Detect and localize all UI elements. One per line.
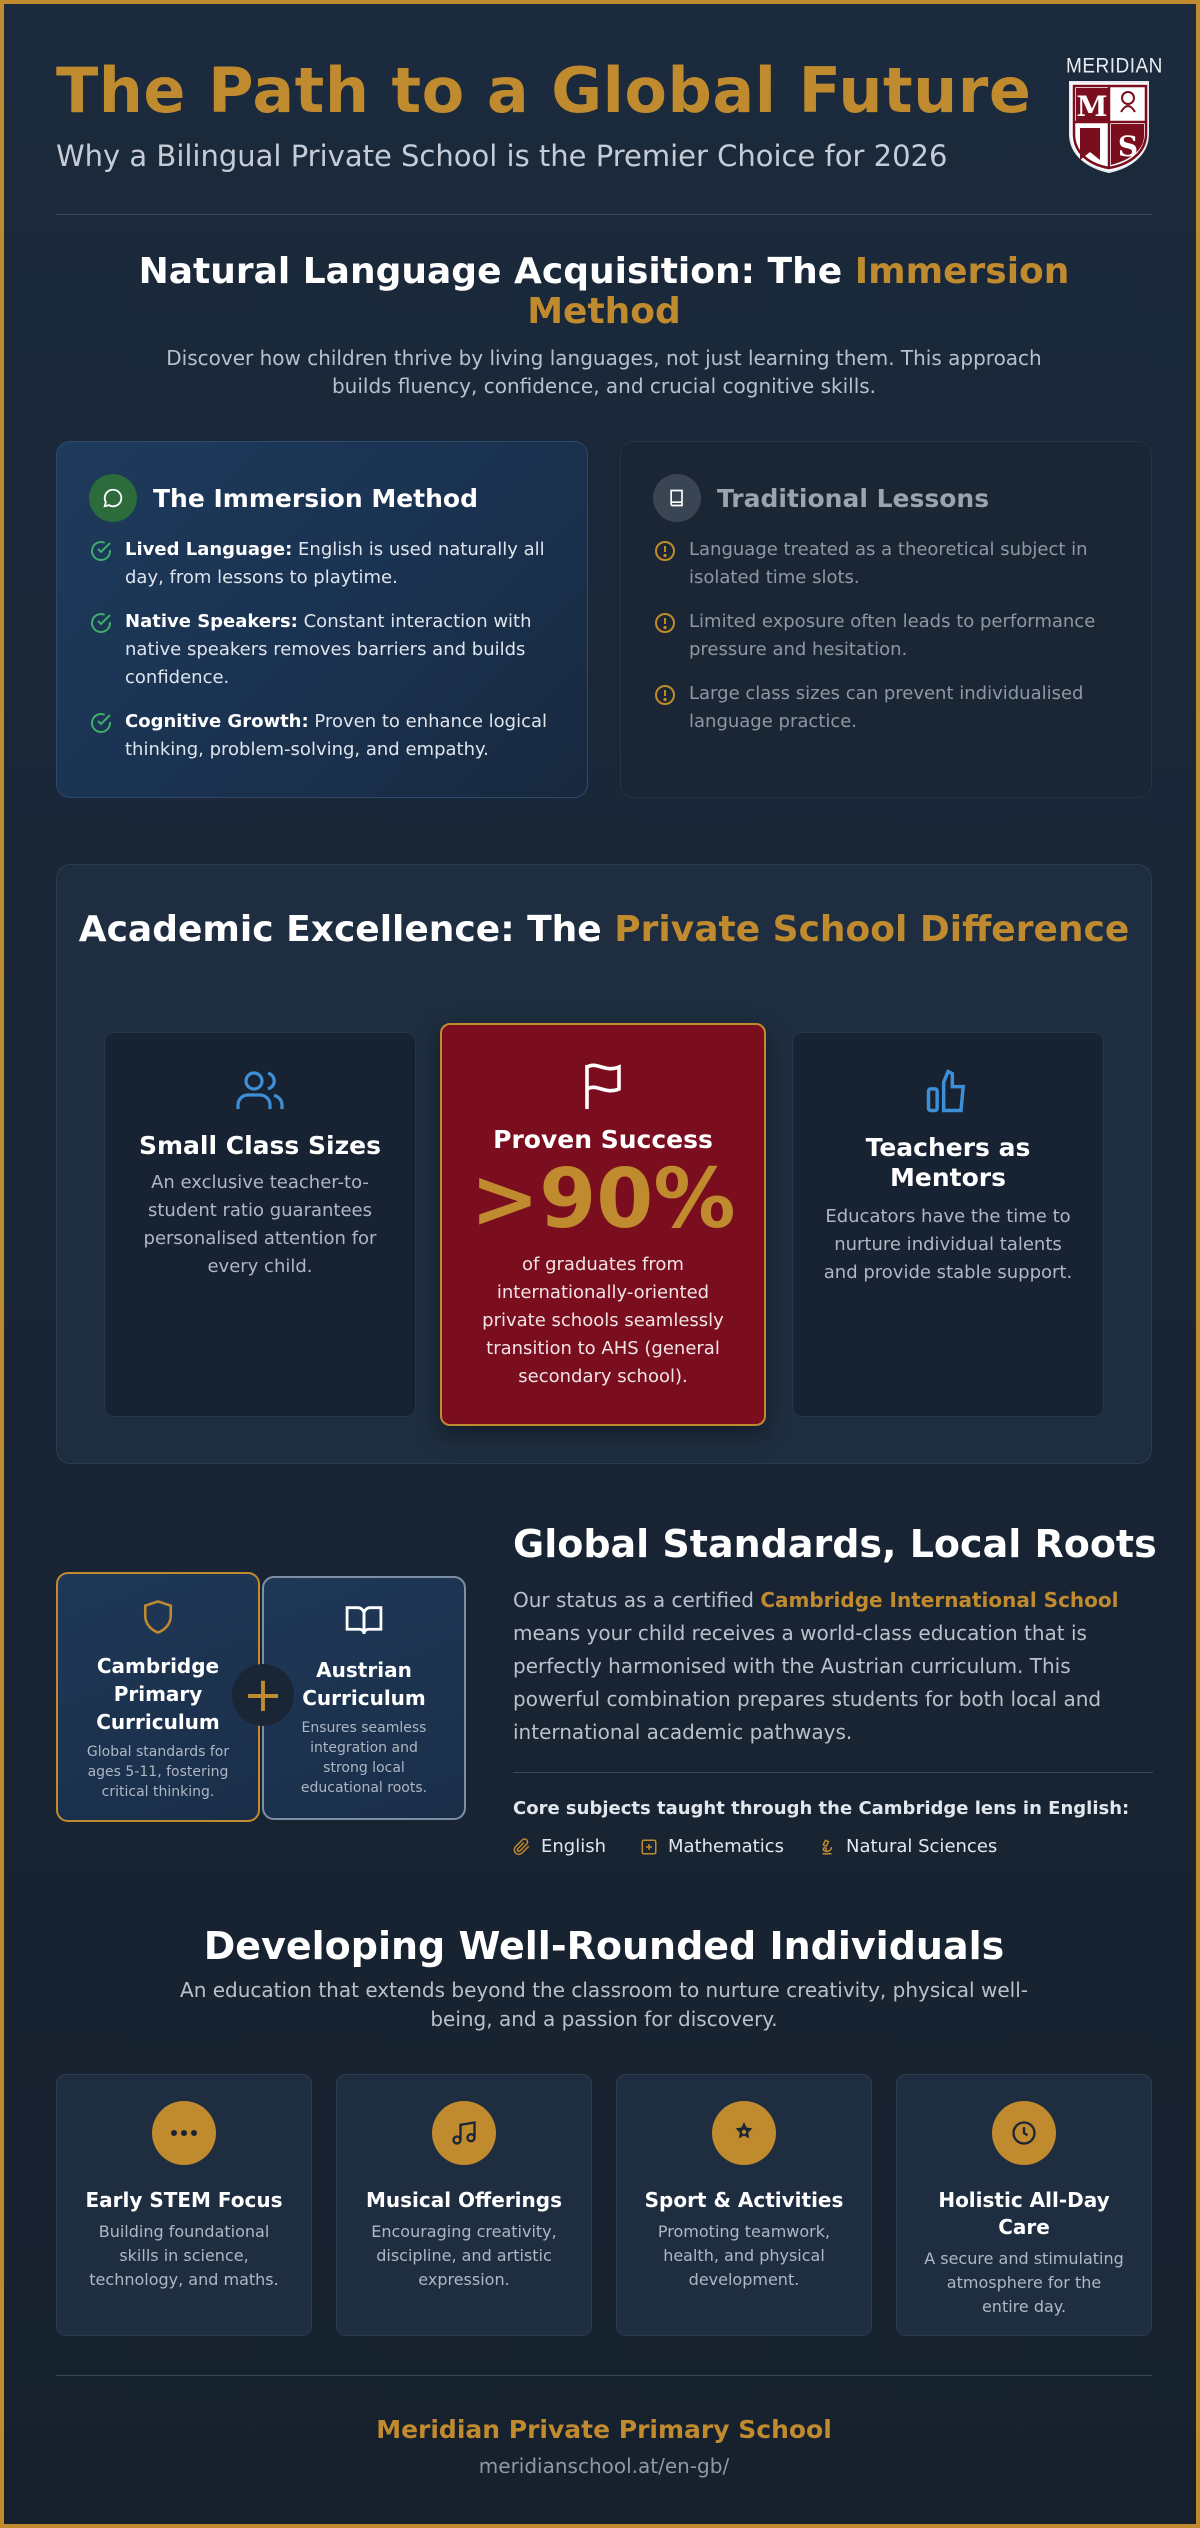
subject-label: English <box>541 1836 606 1857</box>
sport-icon <box>712 2101 776 2165</box>
gs-text-highlight: Cambridge International School <box>760 1588 1119 1612</box>
global-standards-divider <box>513 1772 1153 1773</box>
immersion-item-bold: Native Speakers: <box>125 611 298 632</box>
small-class-desc: An exclusive teacher-to-student ratio guarantees personalised attention for every child. <box>143 1172 377 1277</box>
footer-url[interactable]: meridianschool.at/en-gb/ <box>478 2454 730 2478</box>
proven-success-card <box>440 1023 766 1426</box>
school-logo <box>1066 54 1163 176</box>
dots-icon <box>152 2101 216 2165</box>
open-book-icon <box>344 1602 384 1638</box>
gs-text-after: means your child receives a world-class education that is perfectly harmonised with the Austrian curriculum. This powerful combination prepares students for both local and international academic pathways. <box>513 1621 1102 1744</box>
immersion-list-item <box>89 536 559 592</box>
alert-circle-icon <box>653 683 677 707</box>
plus-connector: + <box>232 1664 294 1726</box>
teachers-card <box>792 1032 1104 1417</box>
immersion-item-text: English is used naturally all day, from lessons to playtime. <box>125 539 545 588</box>
subject-label: Mathematics <box>668 1836 784 1857</box>
book-icon <box>653 474 701 522</box>
music-desc: Encouraging creativity, discipline, and artistic expression. <box>371 2222 557 2289</box>
cambridge-title: Cambridge Primary Curriculum <box>96 1654 220 1734</box>
page-title: The Path to a Global Future <box>56 54 1032 127</box>
traditional-card-title: Traditional Lessons <box>717 483 990 513</box>
traditional-card-header <box>653 474 989 522</box>
proven-success-desc: of graduates from internationally-oriented private schools seamlessly transition to AHS (general secondary school). <box>482 1254 724 1387</box>
care-title: Holistic All-Day Care <box>938 2188 1110 2239</box>
sport-desc: Promoting teamwork, health, and physical development. <box>657 2222 831 2289</box>
cambridge-curriculum-card <box>56 1572 260 1822</box>
traditional-item-text: Large class sizes can prevent individualised language practice. <box>689 683 1084 732</box>
small-class-card <box>104 1032 416 1417</box>
core-subjects-label: Core subjects taught through the Cambridge lens in English: <box>513 1798 1130 1819</box>
check-circle-icon <box>89 711 113 735</box>
immersion-list <box>89 536 559 780</box>
shield-crest-icon <box>1066 78 1152 174</box>
traditional-list-item <box>653 536 1123 592</box>
immersion-card-title: The Immersion Method <box>153 483 478 513</box>
microscope-icon <box>818 1838 836 1856</box>
check-circle-icon <box>89 539 113 563</box>
austrian-title: Austrian Curriculum <box>302 1658 426 1710</box>
immersion-list-item <box>89 708 559 764</box>
traditional-list-item <box>653 680 1123 736</box>
subject-english <box>513 1836 606 1857</box>
traditional-list-item <box>653 608 1123 664</box>
traditional-list <box>653 536 1123 752</box>
care-card <box>896 2074 1152 2336</box>
immersion-section-description: Discover how children thrive by living languages, not just learning them. This approach builds fluency, confidence, and crucial cognitive skills. <box>166 346 1042 398</box>
immersion-item-text: Proven to enhance logical thinking, problem-solving, and empathy. <box>125 711 548 760</box>
immersion-title-prefix: Natural Language Acquisition: The <box>138 251 855 292</box>
stem-desc: Building foundational skills in science, technology, and maths. <box>89 2222 279 2289</box>
immersion-item-text: Constant interaction with native speakers removes barriers and builds confidence. <box>125 611 532 688</box>
page-subtitle: Why a Bilingual Private School is the Premier Choice for 2026 <box>56 139 948 173</box>
plus-square-icon <box>640 1838 658 1856</box>
music-card <box>336 2074 592 2336</box>
alert-circle-icon <box>653 539 677 563</box>
clock-icon <box>992 2101 1056 2165</box>
footer-divider <box>56 2375 1152 2376</box>
immersion-item-bold: Lived Language: <box>125 539 293 560</box>
stem-title: Early STEM Focus <box>85 2188 283 2212</box>
immersion-list-item <box>89 608 559 692</box>
users-icon <box>234 1067 286 1115</box>
wellrounded-title: Developing Well-Rounded Individuals <box>203 1924 1005 1968</box>
teachers-desc: Educators have the time to nurture individual talents and provide stable support. <box>823 1206 1073 1283</box>
gs-text-before: Our status as a certified <box>513 1588 761 1612</box>
alert-circle-icon <box>653 611 677 635</box>
academic-title-highlight: Private School Difference <box>614 909 1130 950</box>
paperclip-icon <box>513 1838 531 1856</box>
care-desc: A secure and stimulating atmosphere for the entire day. <box>924 2249 1124 2316</box>
immersion-section-title <box>56 252 1152 332</box>
music-title: Musical Offerings <box>365 2188 562 2212</box>
teachers-title: Teachers as Mentors <box>865 1133 1031 1192</box>
global-standards-title: Global Standards, Local Roots <box>513 1522 1157 1566</box>
wellrounded-description: An education that extends beyond the classroom to nurture creativity, physical well-being, and a passion for discovery. <box>180 1978 1028 2031</box>
header-divider <box>56 214 1152 215</box>
core-subjects-list <box>513 1836 1031 1857</box>
subject-natural-sciences <box>818 1836 997 1857</box>
header <box>56 54 1163 173</box>
traditional-card <box>620 441 1152 798</box>
global-standards-text <box>513 1584 1153 1749</box>
immersion-card-header <box>89 474 478 522</box>
svg-text:M: M <box>1076 90 1108 123</box>
small-class-title: Small Class Sizes <box>139 1131 381 1160</box>
traditional-item-text: Limited exposure often leads to performance pressure and hesitation. <box>689 611 1096 660</box>
stem-card <box>56 2074 312 2336</box>
subject-mathematics <box>640 1836 784 1857</box>
check-circle-icon <box>89 611 113 635</box>
shield-icon <box>141 1598 175 1636</box>
immersion-title-highlight: Immersion Method <box>527 251 1070 332</box>
traditional-item-text: Language treated as a theoretical subject in isolated time slots. <box>689 539 1088 588</box>
proven-success-title: Proven Success <box>493 1125 713 1154</box>
austrian-desc: Ensures seamless integration and strong local educational roots. <box>300 1720 428 1796</box>
logo-text: MERIDIAN <box>1066 54 1163 78</box>
immersion-card <box>56 441 588 798</box>
subject-label: Natural Sciences <box>846 1836 998 1857</box>
cambridge-desc: Global standards for ages 5-11, fostering critical thinking. <box>86 1744 230 1800</box>
academic-title-prefix: Academic Excellence: The <box>78 909 615 950</box>
footer-school-name: Meridian Private Primary School <box>376 2415 832 2444</box>
chat-bubble-icon <box>89 474 137 522</box>
sport-title: Sport & Activities <box>644 2188 844 2212</box>
success-stat: >90% <box>470 1152 736 1247</box>
music-icon <box>432 2101 496 2165</box>
sport-card <box>616 2074 872 2336</box>
svg-text:S: S <box>1117 130 1139 163</box>
thumbs-up-icon <box>922 1065 974 1117</box>
flag-icon <box>581 1061 625 1111</box>
academic-section-title <box>56 910 1152 950</box>
immersion-item-bold: Cognitive Growth: <box>125 711 309 732</box>
